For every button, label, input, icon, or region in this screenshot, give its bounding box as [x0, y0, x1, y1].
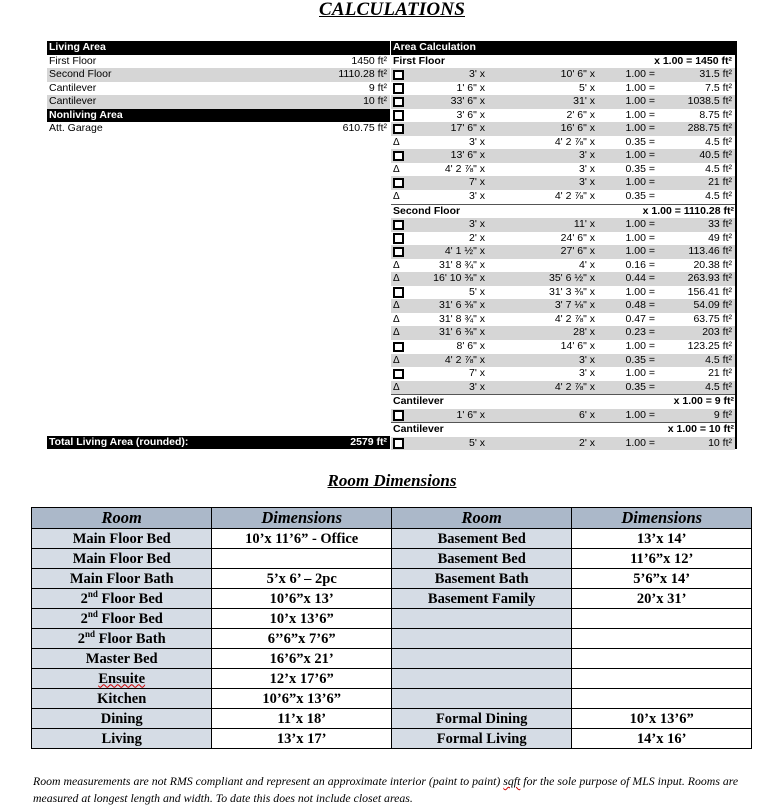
room-name: Basement Bath: [391, 569, 571, 589]
factor: 1.00 =: [625, 408, 655, 421]
calc-row: [391, 381, 735, 395]
dimension-a: 2' x: [468, 231, 485, 244]
factor: 0.23 =: [625, 326, 655, 339]
calc-row: [391, 136, 735, 150]
calc-section-header: [391, 204, 735, 219]
room-dimensions: 10’6”x 13’: [212, 589, 392, 609]
calc-row: [391, 176, 735, 190]
calc-row: [391, 272, 735, 286]
room-name: [391, 629, 571, 649]
room-floor-number: 2: [77, 630, 85, 647]
section-name: Cantilever: [393, 395, 444, 408]
section-summary: x 1.00 = 1110.28 ft²: [642, 204, 734, 217]
room-dimensions: 10’6”x 13’6”: [212, 689, 392, 709]
room-name-text: Floor Bed: [97, 610, 163, 627]
room-name: [32, 689, 212, 709]
dimension-b: 2' x: [578, 436, 595, 449]
room-dimensions: 6’’6”x 7’6”: [212, 629, 392, 649]
area-calculation-header: Area Calculation: [391, 41, 735, 55]
dimension-b: 35' 6 ½" x: [548, 272, 595, 285]
dimension-b: 3' x: [578, 149, 595, 162]
room-name-text: Floor Bed: [97, 590, 163, 607]
dimension-b: 3' 7 ⅛" x: [554, 299, 595, 312]
room-name-text: Kitchen: [97, 690, 147, 707]
room-dimensions: 11’x 18’: [212, 709, 392, 729]
dimension-a: 7' x: [468, 176, 485, 189]
room-name-text: Dining: [100, 710, 143, 727]
area-result: 20.38 ft²: [693, 258, 732, 271]
area-result: 8.75 ft²: [699, 108, 732, 121]
factor: 0.47 =: [625, 312, 655, 325]
room-name: [32, 709, 212, 729]
area-label: Att. Garage: [49, 122, 103, 135]
room-dimensions-title: Room Dimensions: [327, 471, 457, 490]
factor: 1.00 =: [625, 149, 655, 162]
dimension-b: 31' x: [573, 95, 595, 108]
dimension-b: 2' 6" x: [566, 108, 595, 121]
section-name: Cantilever: [393, 423, 444, 436]
room-dimensions: 14’x 16’: [572, 729, 752, 749]
dimension-b: 3' x: [578, 353, 595, 366]
area-result: 49 ft²: [708, 231, 732, 244]
dimension-b: 3' x: [578, 176, 595, 189]
area-result: 31.5 ft²: [699, 68, 732, 81]
calc-section-header: [391, 394, 735, 409]
calc-row: [391, 95, 735, 109]
header-room-2: Room: [391, 508, 571, 529]
area-summary-row: [47, 68, 390, 82]
area-result: 21 ft²: [708, 367, 732, 380]
dimension-a: 1' 6" x: [456, 81, 485, 94]
area-result: 4.5 ft²: [705, 380, 732, 393]
measurement-disclaimer: [33, 773, 763, 807]
room-name-text: Floor Bath: [95, 630, 166, 647]
calc-section-header: [391, 422, 735, 437]
room-row: [32, 649, 752, 669]
area-summary-row: [47, 122, 390, 136]
room-row: [32, 549, 752, 569]
room-floor-number: 2: [80, 590, 88, 607]
rectangle-shape-icon: [393, 70, 404, 81]
dimension-b: 5' x: [578, 81, 595, 94]
room-dimensions: 20’x 31’: [572, 589, 752, 609]
room-row: [32, 689, 752, 709]
area-result: 7.5 ft²: [705, 81, 732, 94]
rectangle-shape-icon: [393, 124, 404, 135]
factor: 1.00 =: [625, 122, 655, 135]
room-row: [32, 529, 752, 549]
dimension-a: 31' 8 ¾" x: [438, 258, 485, 271]
dimension-a: 33' 6" x: [450, 95, 485, 108]
factor: 0.44 =: [625, 272, 655, 285]
calc-row: [391, 437, 735, 451]
dimension-a: 3' x: [468, 380, 485, 393]
room-name: [32, 589, 212, 609]
dimension-b: 6' x: [578, 408, 595, 421]
area-result: 1038.5 ft²: [687, 95, 732, 108]
section-summary: x 1.00 = 9 ft²: [673, 395, 734, 408]
area-value: 1450 ft²: [351, 54, 387, 67]
area-result: 4.5 ft²: [705, 190, 732, 203]
rectangle-shape-icon: [393, 233, 404, 244]
rectangle-shape-icon: [393, 110, 404, 121]
calc-row: [391, 326, 735, 340]
room-dimensions: 10’x 11’6” - Office: [212, 529, 392, 549]
factor: 0.35 =: [625, 162, 655, 175]
room-dimensions: [572, 689, 752, 709]
factor: 0.48 =: [625, 299, 655, 312]
dimension-a: 3' 6" x: [456, 108, 485, 121]
room-name: [391, 689, 571, 709]
factor: 0.35 =: [625, 380, 655, 393]
room-name-text: Living: [101, 730, 142, 747]
calc-row: [391, 354, 735, 368]
rectangle-shape-icon: [393, 151, 404, 162]
total-living-area-value: 2579 ft²: [350, 436, 387, 448]
room-row: [32, 609, 752, 629]
room-name: [391, 669, 571, 689]
dimension-a: 31' 6 ⅜" x: [438, 326, 485, 339]
factor: 1.00 =: [625, 340, 655, 353]
header-dimensions-1: Dimensions: [212, 508, 392, 529]
room-dimensions: [572, 669, 752, 689]
factor: 0.35 =: [625, 353, 655, 366]
factor: 1.00 =: [625, 81, 655, 94]
page-title: CALCULATIONS: [319, 0, 465, 20]
triangle-shape-icon: Δ: [393, 273, 400, 285]
calc-row: [391, 122, 735, 136]
dimension-b: 4' 2 ⅞" x: [554, 190, 595, 203]
dimension-a: 3' x: [468, 135, 485, 148]
calc-row: [391, 163, 735, 177]
room-dimensions: 5’x 6’ – 2pc: [212, 569, 392, 589]
room-name: [32, 569, 212, 589]
calc-row: [391, 232, 735, 246]
room-dimensions: 16’6”x 21’: [212, 649, 392, 669]
area-label: First Floor: [49, 54, 97, 67]
calc-row: [391, 299, 735, 313]
dimension-b: 27' 6" x: [560, 245, 595, 258]
dimension-b: 4' 2 ⅞" x: [554, 380, 595, 393]
living-area-header: Living Area: [47, 41, 390, 55]
area-result: 156.41 ft²: [687, 285, 732, 298]
dimension-a: 17' 6" x: [450, 122, 485, 135]
rectangle-shape-icon: [393, 438, 404, 449]
room-row: [32, 669, 752, 689]
rectangle-shape-icon: [393, 410, 404, 421]
area-result: 40.5 ft²: [699, 149, 732, 162]
area-label: Cantilever: [49, 95, 97, 108]
room-name: [32, 629, 212, 649]
room-name: [32, 729, 212, 749]
room-name: [32, 609, 212, 629]
room-name: [32, 529, 212, 549]
calc-row: [391, 68, 735, 82]
room-dimensions: [212, 549, 392, 569]
dimension-a: 4' 1 ½" x: [444, 245, 485, 258]
dimension-b: 16' 6" x: [560, 122, 595, 135]
area-value: 10 ft²: [363, 95, 387, 108]
dimension-b: 28' x: [573, 326, 595, 339]
calc-row: [391, 340, 735, 354]
area-result: 63.75 ft²: [693, 312, 732, 325]
factor: 1.00 =: [625, 68, 655, 81]
room-dimensions-table: [31, 507, 752, 749]
dimension-b: 4' 2 ⅞" x: [554, 312, 595, 325]
calc-row: [391, 367, 735, 381]
rectangle-shape-icon: [393, 220, 404, 231]
dimension-a: 4' 2 ⅞" x: [444, 353, 485, 366]
room-name: [391, 609, 571, 629]
room-name: Formal Living: [391, 729, 571, 749]
dimension-a: 5' x: [468, 285, 485, 298]
spellcheck-flagged-word: sqft: [503, 774, 521, 788]
area-result: 33 ft²: [708, 218, 732, 231]
room-floor-ordinal: nd: [85, 628, 96, 639]
dimension-b: 31' 3 ⅜" x: [548, 285, 595, 298]
room-name: Formal Dining: [391, 709, 571, 729]
room-floor-ordinal: nd: [87, 608, 98, 619]
factor: 1.00 =: [625, 218, 655, 231]
room-name: Basement Bed: [391, 529, 571, 549]
room-dimensions: 13’x 14’: [572, 529, 752, 549]
area-result: 9 ft²: [713, 408, 732, 421]
area-result: 288.75 ft²: [687, 122, 732, 135]
triangle-shape-icon: Δ: [393, 163, 400, 175]
dimension-a: 4' 2 ⅞" x: [444, 162, 485, 175]
area-result: 4.5 ft²: [705, 162, 732, 175]
dimension-a: 3' x: [468, 68, 485, 81]
area-label: Second Floor: [49, 68, 112, 81]
area-result: 4.5 ft²: [705, 353, 732, 366]
area-value: 610.75 ft²: [342, 122, 387, 135]
dimension-a: 8' 6" x: [456, 340, 485, 353]
factor: 1.00 =: [625, 436, 655, 449]
total-living-area-label: Total Living Area (rounded):: [49, 436, 189, 448]
room-dimensions: 12’x 17’6”: [212, 669, 392, 689]
dimension-b: 11' x: [573, 218, 595, 231]
factor: 1.00 =: [625, 245, 655, 258]
triangle-shape-icon: Δ: [393, 327, 400, 339]
triangle-shape-icon: Δ: [393, 136, 400, 148]
rectangle-shape-icon: [393, 178, 404, 189]
factor: 1.00 =: [625, 108, 655, 121]
factor: 0.16 =: [625, 258, 655, 271]
area-result: 203 ft²: [702, 326, 732, 339]
triangle-shape-icon: Δ: [393, 191, 400, 203]
room-dimensions-header-row: [32, 508, 752, 529]
rectangle-shape-icon: [393, 287, 404, 298]
factor: 1.00 =: [625, 95, 655, 108]
dimension-b: 4' 2 ⅞" x: [554, 135, 595, 148]
section-name: First Floor: [393, 54, 445, 67]
calc-row: [391, 218, 735, 232]
calc-row: [391, 109, 735, 123]
area-result: 4.5 ft²: [705, 135, 732, 148]
rectangle-shape-icon: [393, 342, 404, 353]
section-summary: x 1.00 = 1450 ft²: [654, 54, 732, 67]
room-dimensions: 13’x 17’: [212, 729, 392, 749]
room-dimensions: 5’6”x 14’: [572, 569, 752, 589]
factor: 1.00 =: [625, 367, 655, 380]
dimension-a: 7' x: [468, 367, 485, 380]
dimension-a: 13' 6" x: [450, 149, 485, 162]
area-summary: [47, 41, 390, 449]
room-name-text: Main Floor Bed: [72, 550, 171, 567]
rectangle-shape-icon: [393, 97, 404, 108]
calc-row: [391, 190, 735, 204]
section-name: Second Floor: [393, 204, 461, 217]
disclaimer-text-2: for the sole purpose of MLS input. Rooms are measured at longest length and width. To date this does not include closet areas.: [33, 774, 739, 805]
header-room-1: Room: [32, 508, 212, 529]
room-row: [32, 709, 752, 729]
area-label: Cantilever: [49, 81, 97, 94]
factor: 1.00 =: [625, 176, 655, 189]
room-name-text: Master Bed: [85, 650, 158, 667]
total-living-area-row: [47, 436, 390, 449]
triangle-shape-icon: Δ: [393, 300, 400, 312]
triangle-shape-icon: Δ: [393, 354, 400, 366]
room-row: [32, 589, 752, 609]
area-value: 9 ft²: [368, 81, 387, 94]
header-dimensions-2: Dimensions: [572, 508, 752, 529]
room-row: [32, 729, 752, 749]
room-name-text: Main Floor Bath: [69, 570, 174, 587]
dimension-a: 1' 6" x: [456, 408, 485, 421]
calc-row: [391, 409, 735, 423]
triangle-shape-icon: Δ: [393, 259, 400, 271]
factor: 0.35 =: [625, 135, 655, 148]
calc-row: [391, 149, 735, 163]
disclaimer-text-1: Room measurements are not RMS compliant and represent an approximate interior (paint to paint): [33, 774, 504, 788]
calc-row: [391, 259, 735, 273]
dimension-a: 31' 6 ⅜" x: [438, 299, 485, 312]
area-result: 21 ft²: [708, 176, 732, 189]
area-summary-row: [47, 95, 390, 109]
dimension-a: 16' 10 ⅜" x: [433, 272, 485, 285]
dimension-b: 4' x: [578, 258, 595, 271]
factor: 1.00 =: [625, 231, 655, 244]
area-calculation-table: [391, 41, 737, 449]
rectangle-shape-icon: [393, 83, 404, 94]
room-row: [32, 629, 752, 649]
dimension-b: 10' 6" x: [560, 68, 595, 81]
calc-row: [391, 82, 735, 96]
room-name: [32, 549, 212, 569]
dimension-b: 3' x: [578, 367, 595, 380]
room-name: [32, 669, 212, 689]
area-result: 10 ft²: [708, 436, 732, 449]
dimension-a: 3' x: [468, 218, 485, 231]
room-dimensions: [572, 629, 752, 649]
room-floor-ordinal: nd: [87, 588, 98, 599]
calc-row: [391, 313, 735, 327]
dimension-b: 14' 6" x: [560, 340, 595, 353]
room-dimensions: [572, 649, 752, 669]
dimension-a: 3' x: [468, 190, 485, 203]
area-summary-row: [47, 82, 390, 96]
triangle-shape-icon: Δ: [393, 313, 400, 325]
dimension-b: 3' x: [578, 162, 595, 175]
area-summary-row: [47, 55, 390, 69]
room-name: [32, 649, 212, 669]
area-result: 123.25 ft²: [687, 340, 732, 353]
rectangle-shape-icon: [393, 247, 404, 258]
area-value: 1110.28 ft²: [338, 68, 387, 81]
room-dimensions: 11’6”x 12’: [572, 549, 752, 569]
room-row: [32, 569, 752, 589]
room-name-text: Ensuite: [98, 670, 146, 687]
triangle-shape-icon: Δ: [393, 381, 400, 393]
dimension-a: 31' 8 ¾" x: [438, 312, 485, 325]
factor: 1.00 =: [625, 285, 655, 298]
nonliving-area-header: Nonliving Area: [47, 109, 390, 123]
section-summary: x 1.00 = 10 ft²: [667, 423, 734, 436]
room-name: [391, 649, 571, 669]
calc-section-header: [391, 55, 735, 69]
calc-row: [391, 286, 735, 300]
room-floor-number: 2: [80, 610, 88, 627]
room-name: Basement Family: [391, 589, 571, 609]
room-name: Basement Bed: [391, 549, 571, 569]
calculation-block: [47, 41, 737, 449]
dimension-a: 5' x: [468, 436, 485, 449]
rectangle-shape-icon: [393, 369, 404, 380]
area-result: 54.09 ft²: [693, 299, 732, 312]
area-result: 263.93 ft²: [687, 272, 732, 285]
calc-row: [391, 245, 735, 259]
room-dimensions: 10’x 13’6”: [572, 709, 752, 729]
factor: 0.35 =: [625, 190, 655, 203]
room-dimensions: 10’x 13’6”: [212, 609, 392, 629]
room-name-text: Main Floor Bed: [72, 530, 171, 547]
dimension-b: 24' 6" x: [560, 231, 595, 244]
area-result: 113.46 ft²: [688, 245, 732, 258]
room-dimensions: [572, 609, 752, 629]
